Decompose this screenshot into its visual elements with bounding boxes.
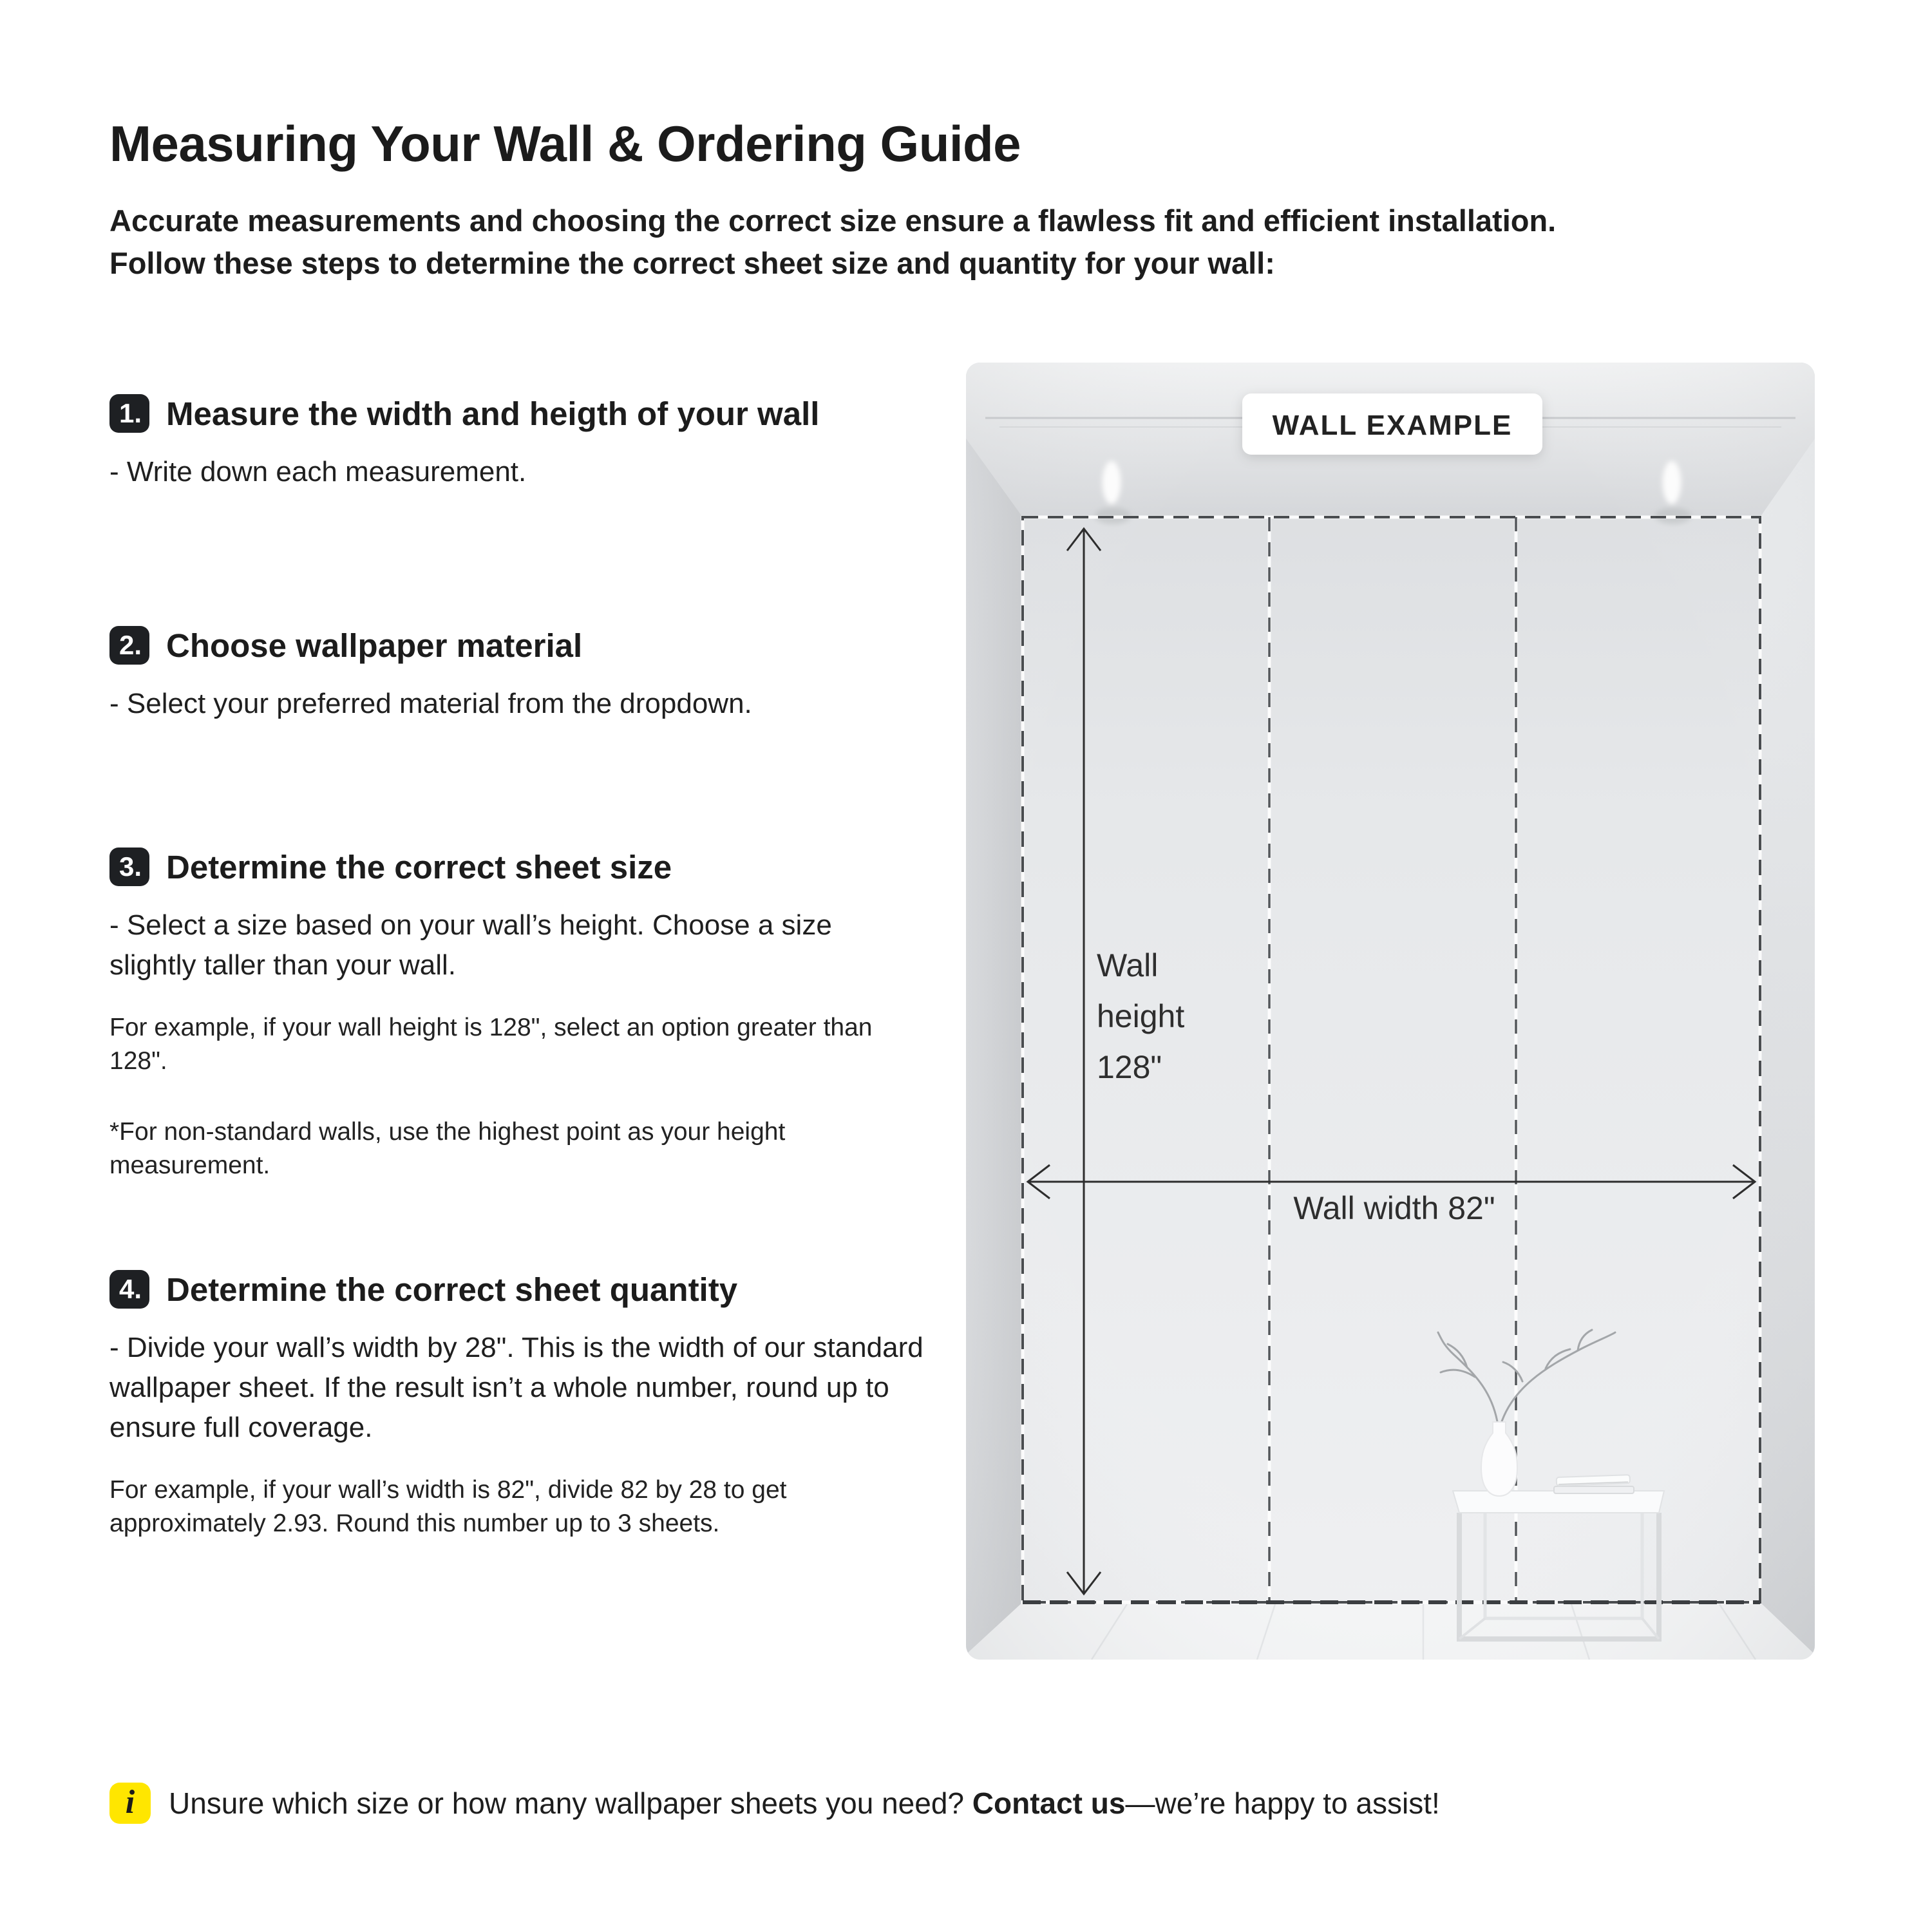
table-top — [1453, 1491, 1664, 1513]
help-text — [169, 1786, 1440, 1821]
wall-height-label-line2: height — [1097, 998, 1185, 1034]
step-1-number-badge: 1. — [109, 394, 149, 433]
step-2-body: - Select your preferred material from the dropdown. — [109, 688, 752, 719]
step-2-number-badge: 2. — [109, 626, 149, 665]
step-3-body: - Select a size based on your wall’s height. Choose a size slightly taller than your wall. — [109, 909, 832, 981]
step-2 — [109, 626, 752, 724]
intro-line-1: Accurate measurements and choosing the correct size ensure a flawless fit and efficient installation. — [109, 204, 1557, 238]
step-4-heading: Determine the correct sheet quantity — [166, 1271, 738, 1308]
help-text-after: —we’re happy to assist! — [1125, 1786, 1440, 1820]
wall-example-badge-text: WALL EXAMPLE — [1272, 410, 1513, 441]
step-3-heading: Determine the correct sheet size — [166, 848, 672, 886]
step-4 — [109, 1270, 960, 1566]
step-3 — [109, 848, 921, 1208]
vignette-overlay — [966, 363, 1815, 1660]
step-1 — [109, 394, 819, 492]
intro-line-2: Follow these steps to determine the correct sheet size and quantity for your wall: — [109, 246, 1275, 280]
wall-example-figure — [966, 363, 1815, 1660]
step-3-number-badge: 3. — [109, 848, 149, 886]
step-1-body: - Write down each measurement. — [109, 456, 527, 488]
step-2-heading: Choose wallpaper material — [166, 627, 583, 664]
wall-width-label: Wall width 82" — [1293, 1190, 1495, 1226]
step-4-body: - Divide your wall’s width by 28". This is the width of our standard wallpaper sheet. If the result isn’t a whole number, round up to ensure full coverage. — [109, 1332, 923, 1443]
info-icon: i — [109, 1783, 151, 1824]
contact-us-link[interactable]: Contact us — [972, 1786, 1126, 1820]
wall-example-illustration — [966, 363, 1815, 1660]
step-1-heading: Measure the width and heigth of your wall — [166, 395, 820, 432]
help-text-before: Unsure which size or how many wallpaper sheets you need? — [169, 1786, 972, 1820]
page-title: Measuring Your Wall & Ordering Guide — [109, 115, 1021, 172]
wall-height-label-line1: Wall — [1097, 947, 1159, 983]
step-3-note: *For non-standard walls, use the highest point as your height measurement. — [109, 1118, 786, 1179]
wall-height-label-line3: 128" — [1097, 1049, 1162, 1085]
help-row — [109, 1783, 1440, 1824]
step-4-number-badge: 4. — [109, 1270, 149, 1309]
step-4-example: For example, if your wall’s width is 82", divide 82 by 28 to get approximately 2.93. Round this number up to 3 sheets. — [109, 1476, 787, 1537]
intro-paragraph — [109, 200, 1556, 285]
wall-example-badge — [1242, 393, 1542, 455]
step-3-example: For example, if your wall height is 128", select an option greater than 128". — [109, 1014, 873, 1075]
